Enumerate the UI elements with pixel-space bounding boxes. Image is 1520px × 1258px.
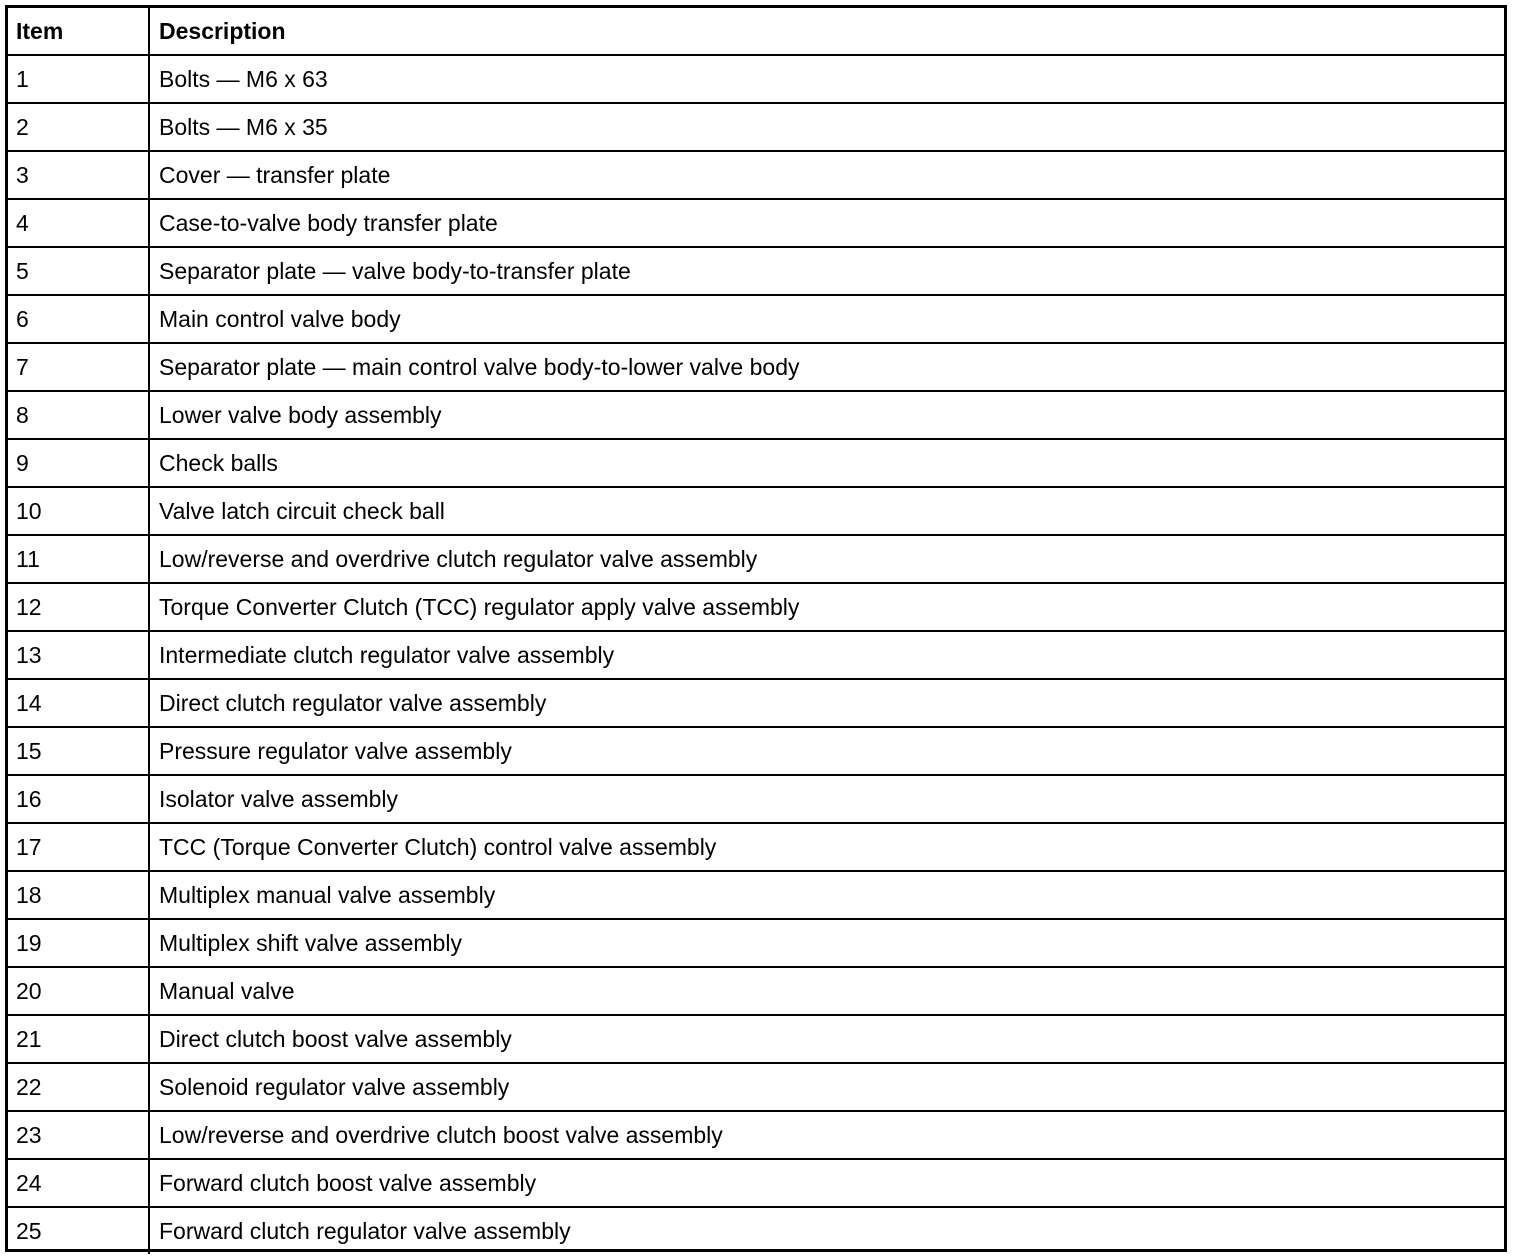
table-row bbox=[8, 1015, 1504, 1063]
table-row bbox=[8, 343, 1504, 391]
item-number-cell: 7 bbox=[8, 343, 149, 391]
table-row bbox=[8, 391, 1504, 439]
table-row bbox=[8, 583, 1504, 631]
description-cell: Lower valve body assembly bbox=[149, 391, 1504, 439]
item-number-cell: 21 bbox=[8, 1015, 149, 1063]
description-cell: Pressure regulator valve assembly bbox=[149, 727, 1504, 775]
description-cell: Direct clutch regulator valve assembly bbox=[149, 679, 1504, 727]
table-row bbox=[8, 1207, 1504, 1254]
description-cell: Direct clutch boost valve assembly bbox=[149, 1015, 1504, 1063]
table-row bbox=[8, 727, 1504, 775]
item-number-cell: 17 bbox=[8, 823, 149, 871]
table-row bbox=[8, 1159, 1504, 1207]
item-number-cell: 16 bbox=[8, 775, 149, 823]
item-number-cell: 11 bbox=[8, 535, 149, 583]
table-row bbox=[8, 919, 1504, 967]
item-number-cell: 10 bbox=[8, 487, 149, 535]
table-row bbox=[8, 295, 1504, 343]
item-number-cell: 12 bbox=[8, 583, 149, 631]
table-row bbox=[8, 823, 1504, 871]
description-cell: Manual valve bbox=[149, 967, 1504, 1015]
table-header-row bbox=[8, 8, 1504, 55]
description-cell: Low/reverse and overdrive clutch boost valve assembly bbox=[149, 1111, 1504, 1159]
table-row bbox=[8, 1111, 1504, 1159]
item-number-cell: 8 bbox=[8, 391, 149, 439]
description-cell: Forward clutch regulator valve assembly bbox=[159, 1217, 571, 1244]
description-cell: Check balls bbox=[149, 439, 1504, 487]
item-number-cell: 23 bbox=[8, 1111, 149, 1159]
table-row bbox=[8, 535, 1504, 583]
description-cell: Separator plate — valve body-to-transfer plate bbox=[149, 247, 1504, 295]
description-cell: Intermediate clutch regulator valve assembly bbox=[149, 631, 1504, 679]
description-cell: Solenoid regulator valve assembly bbox=[149, 1063, 1504, 1111]
description-cell: Torque Converter Clutch (TCC) regulator apply valve assembly bbox=[149, 583, 1504, 631]
description-cell: Multiplex shift valve assembly bbox=[149, 919, 1504, 967]
description-cell: Multiplex manual valve assembly bbox=[149, 871, 1504, 919]
description-cell: TCC (Torque Converter Clutch) control valve assembly bbox=[149, 823, 1504, 871]
item-number-cell: 6 bbox=[8, 295, 149, 343]
table-row bbox=[8, 55, 1504, 103]
item-number-cell: 19 bbox=[8, 919, 149, 967]
parts-table-container bbox=[5, 5, 1507, 1252]
description-cell: Cover — transfer plate bbox=[149, 151, 1504, 199]
description-cell: Valve latch circuit check ball bbox=[149, 487, 1504, 535]
header-description: Description bbox=[149, 8, 1504, 55]
table-row bbox=[8, 631, 1504, 679]
table-row bbox=[8, 1063, 1504, 1111]
item-number-cell: 5 bbox=[8, 247, 149, 295]
item-number-cell: 15 bbox=[8, 727, 149, 775]
table-body bbox=[8, 55, 1504, 1254]
item-number-cell: 22 bbox=[8, 1063, 149, 1111]
item-number-cell: 2 bbox=[8, 103, 149, 151]
table-row bbox=[8, 487, 1504, 535]
header-item: Item bbox=[8, 8, 149, 55]
item-number-cell: 24 bbox=[8, 1159, 149, 1207]
table-row bbox=[8, 151, 1504, 199]
description-cell: Forward clutch boost valve assembly bbox=[149, 1159, 1504, 1207]
item-number-cell: 13 bbox=[8, 631, 149, 679]
item-number-cell: 18 bbox=[8, 871, 149, 919]
item-number-cell: 9 bbox=[8, 439, 149, 487]
table-row bbox=[8, 439, 1504, 487]
item-number-cell: 4 bbox=[8, 199, 149, 247]
description-cell: Bolts — M6 x 35 bbox=[149, 103, 1504, 151]
item-number-cell: 1 bbox=[8, 55, 149, 103]
item-number-cell: 14 bbox=[8, 679, 149, 727]
description-cell: Bolts — M6 x 63 bbox=[149, 55, 1504, 103]
table-row bbox=[8, 967, 1504, 1015]
description-cell: Separator plate — main control valve body-to-lower valve body bbox=[149, 343, 1504, 391]
table-row bbox=[8, 679, 1504, 727]
table-row bbox=[8, 871, 1504, 919]
table-row bbox=[8, 103, 1504, 151]
table-row bbox=[8, 199, 1504, 247]
item-number-cell: 3 bbox=[8, 151, 149, 199]
table-row bbox=[8, 247, 1504, 295]
description-cell: Isolator valve assembly bbox=[149, 775, 1504, 823]
description-cell: Low/reverse and overdrive clutch regulator valve assembly bbox=[149, 535, 1504, 583]
parts-table bbox=[8, 8, 1504, 1254]
table-row bbox=[8, 775, 1504, 823]
item-number-cell: 25 bbox=[8, 1207, 149, 1254]
item-number-cell: 20 bbox=[8, 967, 149, 1015]
description-cell: Case-to-valve body transfer plate bbox=[149, 199, 1504, 247]
description-cell: Main control valve body bbox=[149, 295, 1504, 343]
